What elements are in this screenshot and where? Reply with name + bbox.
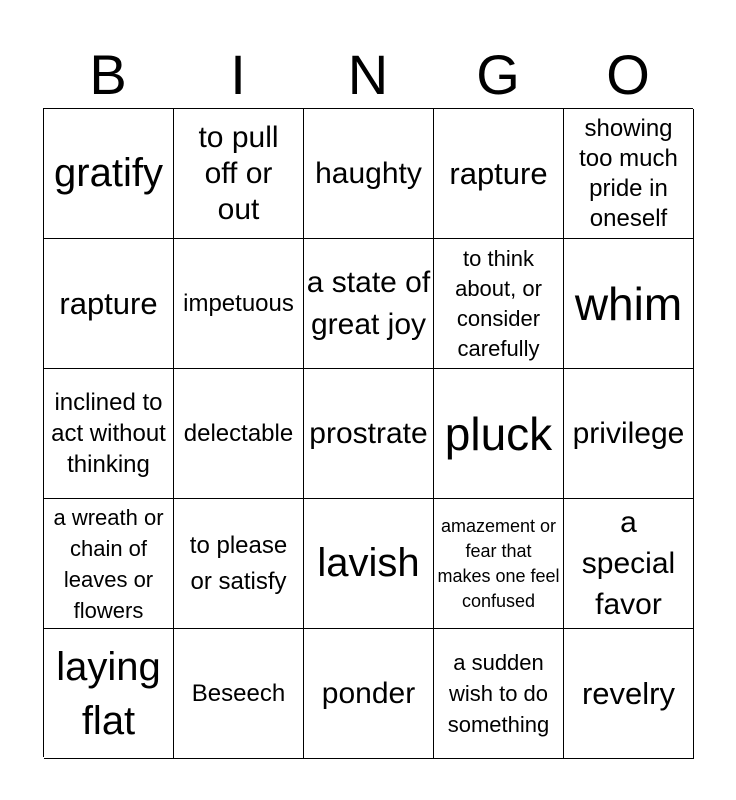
cell-text: whim — [574, 277, 683, 330]
header-letter-o: O — [606, 43, 650, 106]
bingo-cell[interactable] — [564, 109, 694, 239]
bingo-cell[interactable] — [174, 239, 304, 369]
bingo-cell[interactable] — [564, 369, 694, 499]
cell-text: a sudden wish to do something — [447, 650, 550, 737]
cell-text: a wreath or chain of leaves or flowers — [53, 504, 164, 623]
cell-text: showing too much pride in oneself — [579, 114, 678, 232]
cell-text: lavish — [317, 541, 420, 585]
cell-text: to pull off or out — [198, 120, 279, 226]
header-letter-i: I — [230, 43, 246, 106]
bingo-cell[interactable] — [304, 499, 434, 629]
bingo-cell[interactable] — [564, 239, 694, 369]
bingo-cell[interactable] — [174, 109, 304, 239]
bingo-cell[interactable] — [44, 499, 174, 629]
bingo-cell[interactable] — [304, 239, 434, 369]
bingo-cell[interactable] — [304, 369, 434, 499]
bingo-cell[interactable] — [434, 499, 564, 629]
bingo-cell[interactable] — [434, 629, 564, 759]
cell-text: amazement or fear that makes one feel confused — [437, 515, 560, 611]
cell-text: to think about, or consider carefully — [455, 245, 542, 361]
cell-text: a special favor — [581, 506, 676, 621]
bingo-cell[interactable] — [174, 499, 304, 629]
bingo-cell[interactable] — [44, 629, 174, 759]
cell-text: haughty — [315, 156, 422, 190]
cell-text: pluck — [444, 407, 553, 460]
cell-text: impetuous — [183, 289, 294, 317]
header-letter-g: G — [476, 43, 520, 106]
bingo-cell[interactable] — [44, 369, 174, 499]
cell-text: inclined to act without thinking — [51, 389, 166, 478]
bingo-cell[interactable] — [434, 369, 564, 499]
header-letter-n: N — [347, 43, 389, 106]
cell-text: rapture — [449, 155, 548, 191]
bingo-cell[interactable] — [174, 369, 304, 499]
cell-text: prostrate — [309, 416, 428, 450]
bingo-cell[interactable] — [44, 109, 174, 239]
cell-text: privilege — [572, 416, 685, 450]
bingo-cell[interactable] — [564, 499, 694, 629]
bingo-cell[interactable] — [304, 109, 434, 239]
cell-text: gratify — [54, 151, 163, 195]
bingo-cell[interactable] — [44, 239, 174, 369]
bingo-cell[interactable] — [304, 629, 434, 759]
bingo-cell[interactable] — [174, 629, 304, 759]
cell-text: rapture — [59, 285, 158, 321]
cell-text: revelry — [581, 675, 675, 711]
cell-text: Beseech — [191, 679, 286, 707]
bingo-header — [43, 42, 693, 108]
cell-text: to please or satisfy — [189, 531, 288, 595]
cell-text: laying flat — [56, 644, 161, 743]
cell-text: a state of great joy — [306, 265, 431, 341]
bingo-cell[interactable] — [434, 109, 564, 239]
cell-text: delectable — [183, 419, 294, 447]
cell-text: ponder — [321, 676, 416, 710]
bingo-cell[interactable] — [564, 629, 694, 759]
bingo-board — [43, 108, 693, 757]
bingo-cell[interactable] — [434, 239, 564, 369]
header-letter-b: B — [89, 43, 127, 106]
